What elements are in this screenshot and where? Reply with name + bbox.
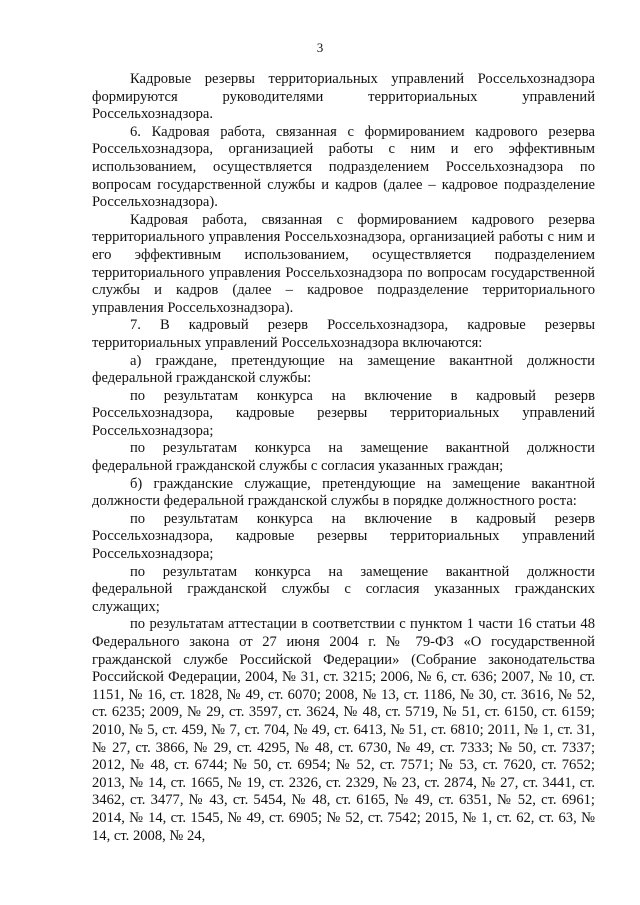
paragraph: б) гражданские служащие, претендующие на замещение вакантной должности федеральной гражданской службы в порядке должностного роста: — [92, 475, 595, 510]
page-number: 3 — [316, 40, 324, 55]
paragraph: Кадровые резервы территориальных управлений Россельхознадзора формируются руководителями территориальных управлений Россельхознадзора. — [92, 71, 595, 123]
paragraph: по результатам конкурса на замещение вакантной должности федеральной гражданской службы с согласия указанных граждан; — [92, 440, 595, 475]
document-body — [92, 71, 595, 845]
paragraph: по результатам аттестации в соответствии с пунктом 1 части 16 статьи 48 Федерального закона от 27 июня 2004 г. № 79-ФЗ «О государственной гражданской службе Российской Федерации» (Собрание законодательства Российской Федерации, 2004, № 31, ст. 3215; 2006, № 6, ст. 636; 2007, № 10, ст. 1151, № 16, ст. 1828, № 49, ст. 6070; 2008, № 13, ст. 1186, № 30, ст. 3616, № 52, ст. 6235; 2009, № 29, ст. 3597, ст. 3624, № 48, ст. 5719, № 51, ст. 6150, ст. 6159; 2010, № 5, ст. 459, № 7, ст. 704, № 49, ст. 6413, № 51, ст. 6810; 2011, № 1, ст. 31, № 27, ст. 3866, № 29, ст. 4295, № 48, ст. 6730, № 49, ст. 7333; № 50, ст. 7337; 2012, № 48, ст. 6744; № 50, ст. 6954; № 52, ст. 7571; № 53, ст. 7620, ст. 7652; 2013, № 14, ст. 1665, № 19, ст. 2326, ст. 2329, № 23, ст. 2874, № 27, ст. 3441, ст. 3462, ст. 3477, № 43, ст. 5454, № 48, ст. 6165, № 49, ст. 6351, № 52, ст. 6961; 2014, № 14, ст. 1545, № 49, ст. 6905; № 52, ст. 7542; 2015, № 1, ст. 62, ст. 63, № 14, ст. 2008, № 24, — [92, 616, 595, 844]
paragraph: по результатам конкурса на включение в кадровый резерв Россельхознадзора, кадровые резервы территориальных управлений Россельхознадзора; — [92, 510, 595, 563]
paragraph: 6. Кадровая работа, связанная с формированием кадрового резерва Россельхознадзора, организацией работы с ним и его эффективным использованием, осуществляется подразделением Россельхознадзора по вопросам государственной службы и кадров (далее – кадровое подразделение Россельхознадзора). — [92, 123, 595, 211]
paragraph: по результатам конкурса на включение в кадровый резерв Россельхознадзора, кадровые резервы территориальных управлений Россельхознадзора; — [92, 387, 595, 439]
paragraph: а) граждане, претендующие на замещение вакантной должности федеральной гражданской службы: — [92, 352, 595, 387]
paragraph: по результатам конкурса на замещение вакантной должности федеральной гражданской службы с согласия указанных гражданских служащих; — [92, 563, 595, 615]
paragraph: Кадровая работа, связанная с формированием кадрового резерва территориального управления Россельхознадзора, организацией работы с ним и его эффективным использованием, осуществляется подразделением территориального управления Россельхознадзора по вопросам государственной службы и кадров (далее – кадровое подразделение территориального управления Россельхознадзора). — [92, 211, 595, 316]
paragraph: 7. В кадровый резерв Россельхознадзора, кадровые резервы территориальных управлений Россельхознадзора включаются: — [92, 317, 595, 351]
